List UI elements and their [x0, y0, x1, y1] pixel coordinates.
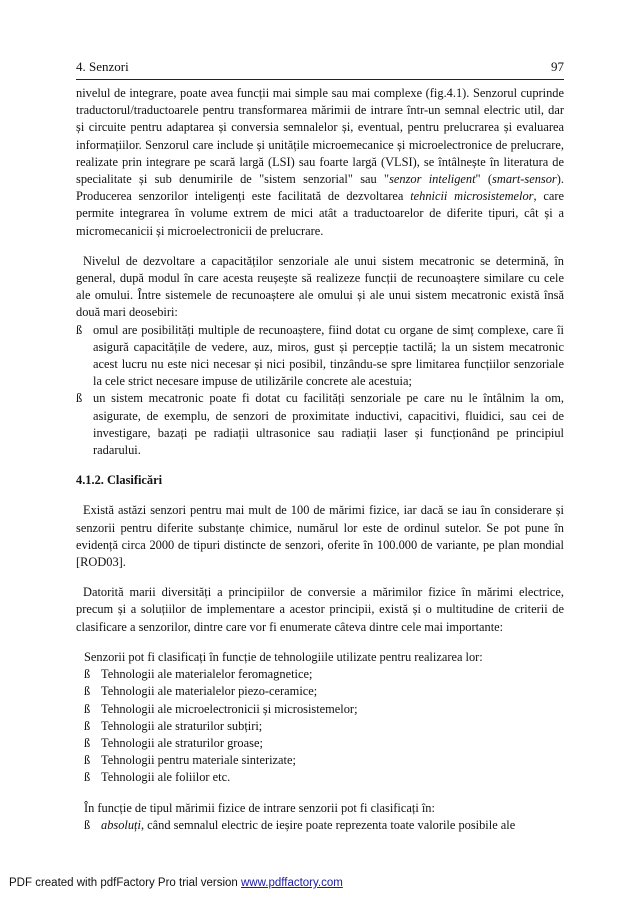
bullet-icon: ß [84, 735, 91, 750]
term-microsystems: tehnicii microsistemelor [410, 189, 534, 204]
bullet-icon: ß [84, 753, 91, 768]
bullet-icon: ß [76, 322, 83, 337]
list-item: ß Tehnologii ale straturilor subțiri; [84, 718, 564, 735]
bullet-icon: ß [84, 770, 91, 785]
list-item: ß Tehnologii ale foliilor etc. [84, 769, 564, 786]
bullet-icon: ß [84, 684, 91, 699]
page-number: 97 [551, 59, 564, 74]
section-heading: 4.1.2. Clasificări [76, 473, 163, 488]
bullet-icon: ß [76, 391, 83, 406]
list-item: ß Tehnologii pentru materiale sinterizate; [84, 752, 564, 769]
page-body [76, 85, 564, 834]
bullet-icon: ß [84, 718, 91, 733]
list-item: ß omul are posibilități multiple de recunoaștere, fiind dotat cu organe de simț complexe, care îi asigură capacitățile de vedere, auz, miros, gust și percepție tactilă; la un sistem mecatronic acest lucru nu este nici necesar și nici posibil, tinzându-se spre limitarea funcțiilor senzoriale la cele strict necesare impuse de utilizările concrete ale acestuia; [76, 322, 564, 391]
list-item: ß Tehnologii ale microelectronicii și microsistemelor; [84, 701, 564, 718]
pdf-footer: PDF created with pdfFactory Pro trial version www.pdffactory.com [9, 877, 343, 889]
list-item: ß Tehnologii ale straturilor groase; [84, 735, 564, 752]
paragraph-sensory-capacity: Nivelul de dezvoltare a capacităților senzoriale ale unui sistem mecatronic se determină, în general, după modul în care acesta reușește să realizeze funcții de recunoaștere similare cu cele ale omului. Între sistemele de recunoaștere ale omului și ale unui sistem mecatronic există însă două mari deosebiri: [76, 253, 564, 320]
chapter-title: 4. Senzori [76, 59, 129, 74]
bullet-icon: ß [84, 667, 91, 682]
bullet-icon: ß [84, 701, 91, 716]
paragraph-classification-criteria: Datorită marii diversități a principiilor de conversie a mărimilor fizice în mărimi electrice, precum și a soluțiilor de implementare a acestor principii, există și o multitudine de criterii de clasificare a senzorilor, dintre care vor fi enumerate câteva dintre cele mai importante: [76, 585, 564, 634]
paragraph-sensor-count: Există astăzi senzori pentru mai mult de 100 de mărimi fizice, iar dacă se iau în considerare și senzorii pentru diferite substanțe chimice, numărul lor este de ordinul sutelor. Se pot pune în evidență circa 2000 de tipuri distincte de senzori, oferite în 100.000 de variante, pe plan mondial [ROD03]. [76, 503, 564, 570]
header-divider [76, 79, 564, 80]
list-item: ß un sistem mecatronic poate fi dotat cu facilități senzoriale pe care nu le întâlnim la om, asigurate, de exemplu, de senzori de proximitate inductivi, capacitivi, fluidici, sau cei de investigare, bazați pe radiații ultrasonice sau radiații laser și funcționând pe principiul radarului. [76, 390, 564, 459]
list-item: ß Tehnologii ale materialelor feromagnetice; [84, 666, 564, 683]
pdffactory-link[interactable]: www.pdffactory.com [241, 877, 343, 889]
paragraph-integration: nivelul de integrare, poate avea funcții mai simple sau mai complexe (fig.4.1). Senzorul cuprinde traductorul/traductoarele pentru transformarea mărimii de intrare într-un semnal electric util, dar și circuite pentru adaptarea și conversia semnalelor și, eventual, pentru prelucrarea și evaluarea informațiilor. Senzorul care include și unitățile microemecanice și microelectronice de prelucrare, realizate prin integrare pe scară largă (LSI) sau foarte largă (VLSI), se întâlnește în literatura de specialitate și sub denumirile de "sistem senzorial" sau "senzor inteligent" (smart-sensor). Producerea senzorilor inteligenți este facilitată de dezvoltarea tehnicii microsistemelor, care permite integrarea în volume extrem de mici atât a traductoarelor de diferite tipuri, cât și a micromecanicii și microelectronicii de prelucrare. [76, 86, 564, 238]
paragraph-technology-intro: Senzorii pot fi clasificați în funcție de tehnologiile utilizate pentru realizarea lor: [84, 649, 483, 664]
term-smart-sensor-en: smart-sensor [492, 172, 557, 187]
bullet-icon: ß [84, 817, 91, 832]
page-header [76, 59, 564, 75]
term-absolute: absoluți [101, 817, 141, 832]
paragraph-input-type-intro: În funcție de tipul mărimii fizice de intrare senzorii pot fi clasificați în: [84, 800, 435, 815]
list-item: ß absoluți, când semnalul electric de ieșire poate reprezenta toate valorile posibile ale [84, 817, 564, 834]
technology-list [76, 649, 564, 834]
list-item: ß Tehnologii ale materialelor piezo-ceramice; [84, 683, 564, 700]
term-smart-sensor-ro: senzor inteligent [389, 172, 476, 187]
